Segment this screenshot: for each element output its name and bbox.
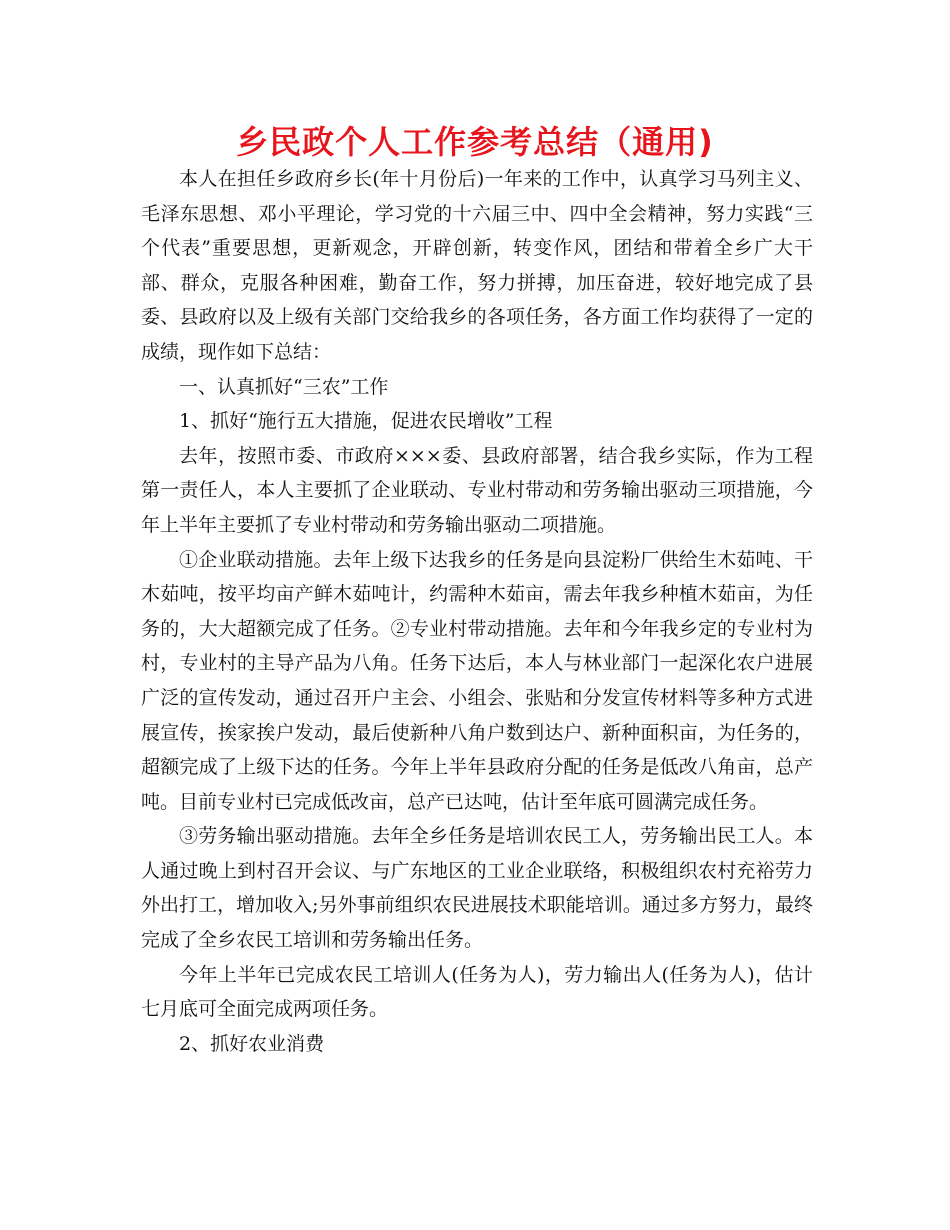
paragraph-this-year: 今年上半年已完成农民工培训人(任务为人)，劳力输出人(任务为人)，估计七月底可全面完成两项任务。 bbox=[141, 963, 813, 1021]
document-title: 乡民政个人工作参考总结（通用) bbox=[236, 123, 714, 161]
subsection-heading-2: 2、抓好农业消费 bbox=[179, 1032, 325, 1055]
section-heading-1: 一、认真抓好“三农”工作 bbox=[179, 375, 389, 398]
paragraph-last-year: 去年，按照市委、市政府×××委、县政府部署，结合我乡实际，作为工程第一责任人，本人主要抓了企业联动、专业村带动和劳务输出驱动三项措施，今年上半年主要抓了专业村带动和劳务输出驱动二项措施。 bbox=[141, 444, 813, 536]
paragraph-intro: 本人在担任乡政府乡长(年十月份后)一年来的工作中，认真学习马列主义、毛泽东思想、邓小平理论，学习党的十六届三中、四中全会精神，努力实践“三个代表”重要思想，更新观念，开辟创新，转变作风，团结和带着全乡广大干部、群众，克服各种困难，勤奋工作，努力拼搏，加压奋进，较好地完成了县委、县政府以及上级有关部门交给我乡的各项任务，各方面工作均获得了一定的成绩，现作如下总结： bbox=[141, 168, 813, 363]
subsection-heading-1: 1、抓好“施行五大措施，促进农民增收”工程 bbox=[179, 410, 553, 433]
paragraph-enterprise-linkage: ①企业联动措施。去年上级下达我乡的任务是向县淀粉厂供给生木茹吨、干木茹吨，按平均亩产鲜木茹吨计，约需种木茹亩，需去年我乡种植木茹亩，为任务的，大大超额完成了任务。②专业村带动措施。去年和今年我乡定的专业村为村，专业村的主导产品为八角。任务下达后，本人与林业部门一起深化农户进展广泛的宣传发动，通过召开户主会、小组会、张贴和分发宣传材料等多种方式进展宣传，挨家挨户发动，最后使新种八角户数到达户、新种面积亩，为任务的，超额完成了上级下达的任务。今年上半年县政府分配的任务是低改八角亩，总产吨。目前专业村已完成低改亩，总产已达吨，估计至年底可圆满完成任务。 bbox=[141, 548, 813, 813]
paragraph-labor-export: ③劳务输出驱动措施。去年全乡任务是培训农民工人，劳务输出民工人。本人通过晚上到村召开会议、与广东地区的工业企业联络，积极组织农村充裕劳力外出打工，增加收入;另外事前组织农民进展技术职能培训。通过多方努力，最终完成了全乡农民工培训和劳务输出任务。 bbox=[141, 825, 813, 952]
document-body bbox=[141, 162, 813, 1061]
